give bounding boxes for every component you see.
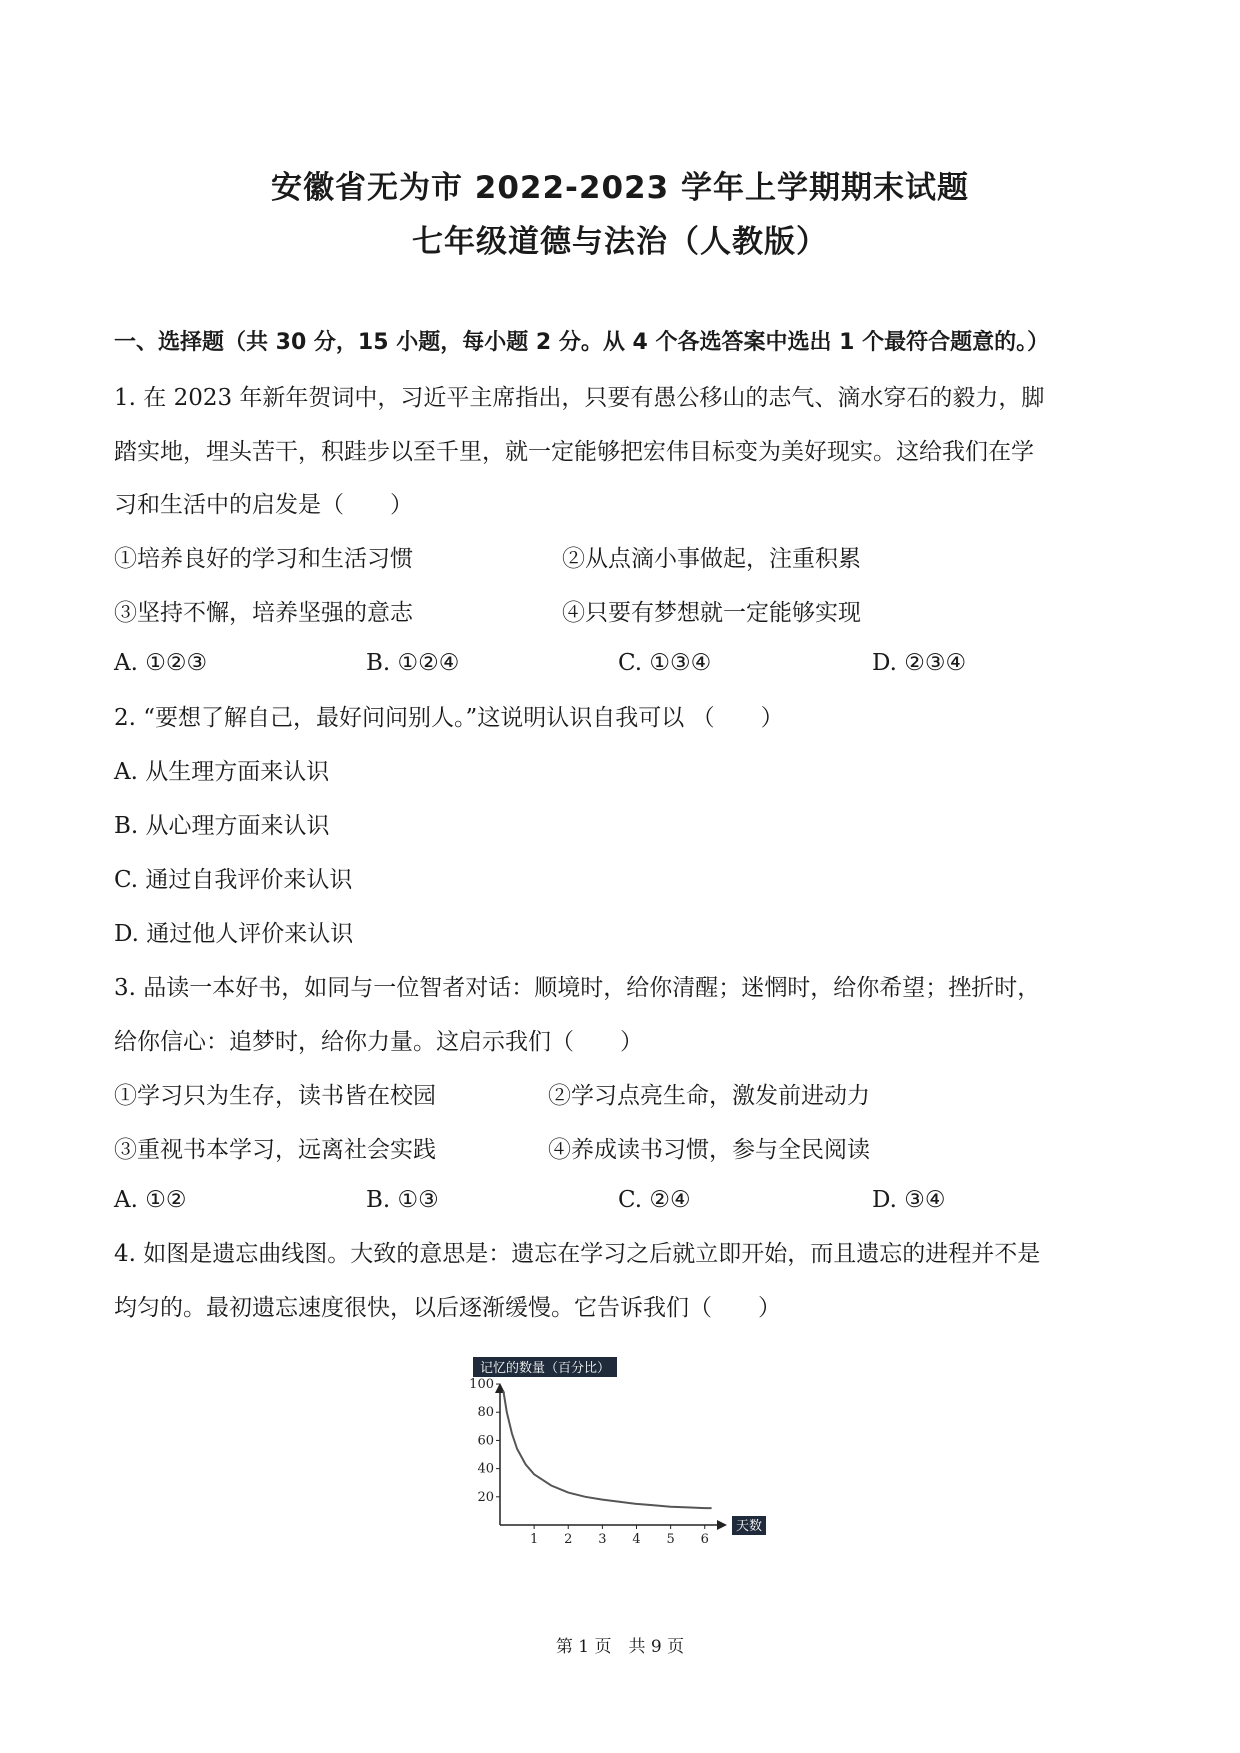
x-axis-label: 天数 (735, 1519, 763, 1534)
y-tick-label: 80 (477, 1405, 494, 1421)
question-1-line-1: 1. 在 2023 年新年贺词中，习近平主席指出，只要有愚公移山的志气、滴水穿石的毅力，脚 (114, 385, 1045, 411)
question-2-choice-b: B. 从心理方面来认识 (114, 813, 330, 839)
y-tick-label: 60 (477, 1433, 494, 1449)
question-3-item-1: ①学习只为生存，读书皆在校园 (114, 1083, 436, 1109)
y-tick-label: 100 (469, 1377, 494, 1393)
question-1-choice-d: D. ②③④ (872, 650, 967, 676)
document-title: 安徽省无为市 2022-2023 学年上学期期末试题 (270, 170, 969, 206)
question-3-item-2: ②学习点亮生命，激发前进动力 (548, 1083, 870, 1109)
forgetting-curve-line (503, 1391, 711, 1508)
question-2-choice-c: C. 通过自我评价来认识 (114, 867, 353, 893)
question-3-item-3: ③重视书本学习，远离社会实践 (114, 1137, 436, 1163)
question-1-choice-b: B. ①②④ (366, 650, 460, 676)
question-2-stem: 2. “要想了解自己，最好问问别人。”这说明认识自我可以 （ ） (114, 705, 784, 731)
question-1-line-3: 习和生活中的启发是（ ） (114, 492, 413, 518)
x-tick-label: 4 (632, 1532, 641, 1547)
question-1-line-2: 踏实地，埋头苦干，积跬步以至千里，就一定能够把宏伟目标变为美好现实。这给我们在学 (114, 439, 1034, 465)
y-axis-label: 记忆的数量（百分比） (479, 1361, 611, 1376)
y-tick-label: 40 (477, 1461, 494, 1477)
y-tick-label: 20 (477, 1489, 494, 1505)
question-1-item-4: ④只要有梦想就一定能够实现 (562, 600, 861, 626)
question-3-choice-d: D. ③④ (872, 1187, 946, 1213)
question-3-line-1: 3. 品读一本好书，如同与一位智者对话：顺境时，给你清醒；迷惘时，给你希望；挫折时， (114, 975, 1041, 1001)
x-axis-arrow (717, 1520, 727, 1530)
question-2-choice-a: A. 从生理方面来认识 (114, 759, 330, 785)
document-subtitle: 七年级道德与法治（人教版） (412, 224, 828, 260)
x-tick-label: 1 (529, 1532, 539, 1547)
question-1-item-1: ①培养良好的学习和生活习惯 (114, 546, 413, 572)
question-3-choice-a: A. ①② (114, 1187, 187, 1213)
x-tick-label: 2 (564, 1532, 573, 1547)
question-1-item-2: ②从点滴小事做起，注重积累 (562, 546, 861, 572)
x-tick-label: 6 (700, 1532, 709, 1547)
question-2-choice-d: D. 通过他人评价来认识 (114, 921, 354, 947)
question-3-choice-c: C. ②④ (618, 1187, 691, 1213)
question-1-item-3: ③坚持不懈，培养坚强的意志 (114, 600, 413, 626)
question-3-line-2: 给你信心：追梦时，给你力量。这启示我们（ ） (114, 1029, 643, 1055)
question-3-choice-b: B. ①③ (366, 1187, 439, 1213)
forgetting-curve-chart (460, 1355, 780, 1550)
question-1-choice-a: A. ①②③ (114, 650, 208, 676)
question-1-choice-c: C. ①③④ (618, 650, 712, 676)
section-heading: 一、选择题（共 30 分，15 小题，每小题 2 分。从 4 个各选答案中选出 1 个最符合题意的。） (114, 330, 1050, 355)
x-tick-label: 3 (598, 1532, 607, 1547)
question-4-line-1: 4. 如图是遗忘曲线图。大致的意思是：遗忘在学习之后就立即开始，而且遗忘的进程并不是 (114, 1241, 1041, 1267)
page-footer: 第 1 页 共 9 页 (555, 1637, 685, 1657)
x-tick-label: 5 (666, 1532, 675, 1547)
question-3-item-4: ④养成读书习惯，参与全民阅读 (548, 1137, 870, 1163)
question-4-line-2: 均匀的。最初遗忘速度很快，以后逐渐缓慢。它告诉我们（ ） (114, 1295, 781, 1321)
